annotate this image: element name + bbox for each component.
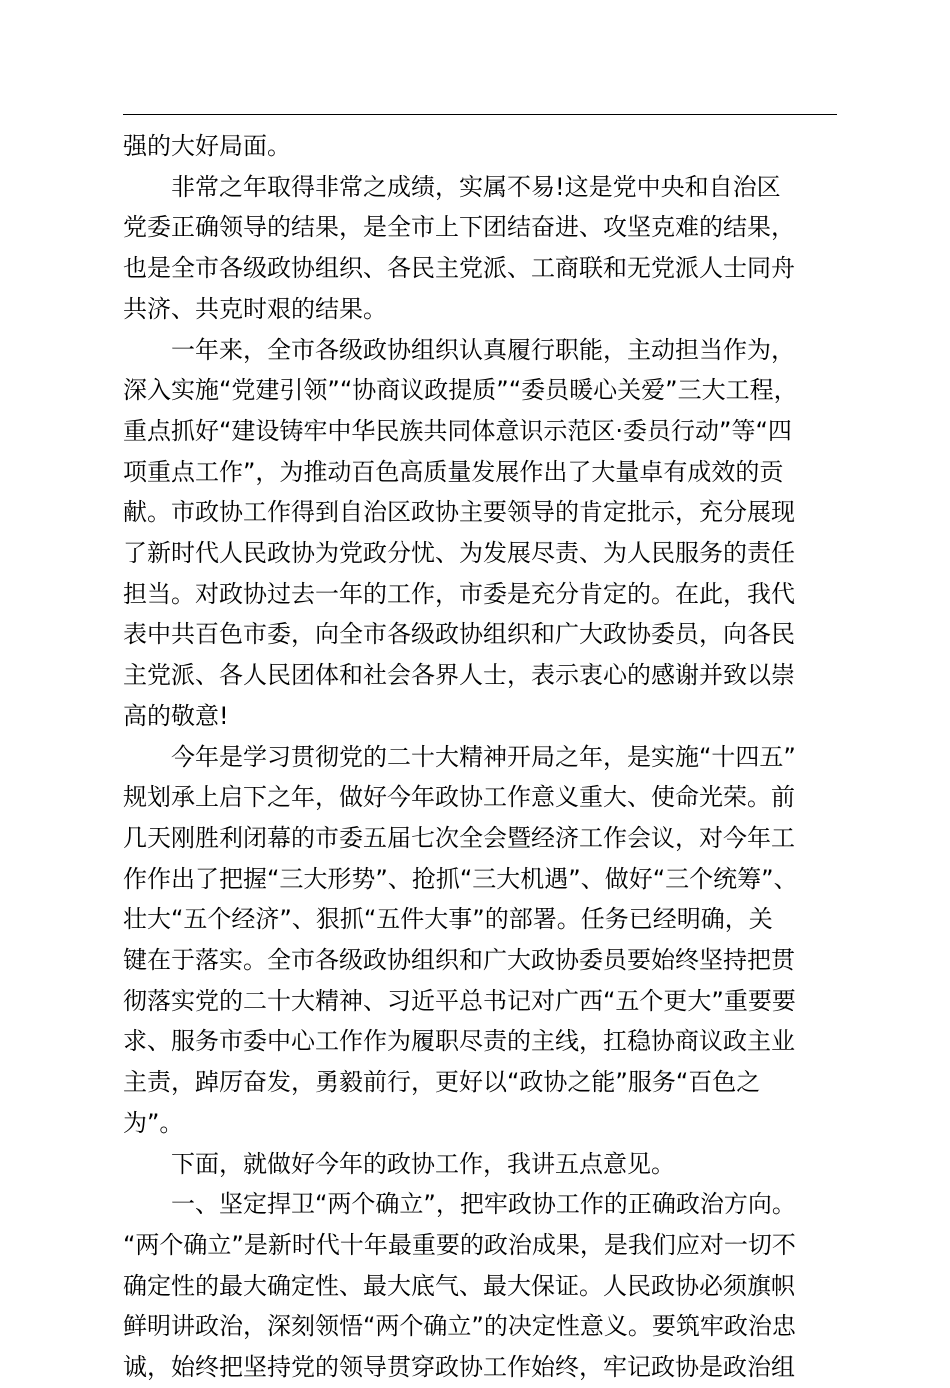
text-line: 主党派、各人民团体和社会各界人士，表示衷心的感谢并致以崇 — [123, 661, 795, 690]
text-line: 求、服务市委中心工作作为履职尽责的主线，扛稳协商议政主业 — [123, 1027, 795, 1056]
text-line: 深入实施“党建引领”“协商议政提质”“委员暖心关爱”三大工程， — [123, 376, 798, 405]
text-line: 彻落实党的二十大精神、习近平总书记对广西“五个更大”重要要 — [123, 986, 796, 1015]
text-line: 高的敬意! — [123, 701, 229, 730]
document-body — [123, 126, 837, 1388]
text-line: 几天刚胜利闭幕的市委五届七次全会暨经济工作会议，对今年工 — [123, 823, 795, 852]
text-line: 担当。对政协过去一年的工作，市委是充分肯定的。在此，我代 — [123, 579, 795, 608]
text-line: 诚，始终把坚持党的领导贯穿政协工作始终，牢记政协是政治组 — [123, 1353, 795, 1382]
text-line: 党委正确领导的结果，是全市上下团结奋进、攻坚克难的结果， — [123, 213, 795, 242]
text-line: 规划承上启下之年，做好今年政协工作意义重大、使命光荣。前 — [123, 783, 795, 812]
text-line: 今年是学习贯彻党的二十大精神开局之年，是实施“十四五” — [123, 742, 796, 771]
text-line: 壮大“五个经济”、狠抓“五件大事”的部署。任务已经明确，关 — [123, 905, 773, 934]
text-line: 了新时代人民政协为党政分忧、为发展尽责、为人民服务的责任 — [123, 539, 795, 568]
text-line: 为”。 — [123, 1108, 184, 1137]
text-line: 下面，就做好今年的政协工作，我讲五点意见。 — [123, 1149, 675, 1178]
text-line: 也是全市各级政协组织、各民主党派、工商联和无党派人士同舟 — [123, 254, 795, 283]
text-line: 主责，踔厉奋发，勇毅前行，更好以“政协之能”服务“百色之 — [123, 1068, 761, 1097]
text-line: 强的大好局面。 — [123, 132, 291, 160]
text-line: 键在于落实。全市各级政协组织和广大政协委员要始终坚持把贯 — [123, 946, 795, 975]
text-line: 一、坚定捍卫“两个确立”，把牢政协工作的正确政治方向。 — [123, 1190, 796, 1219]
text-line: 重点抓好“建设铸牢中华民族共同体意识示范区·委员行动”等“四 — [123, 416, 792, 445]
text-line: 表中共百色市委，向全市各级政协组织和广大政协委员，向各民 — [123, 620, 795, 649]
text-line: 鲜明讲政治，深刻领悟“两个确立”的决定性意义。要筑牢政治忠 — [123, 1312, 796, 1341]
text-line: 项重点工作”，为推动百色高质量发展作出了大量卓有成效的贡 — [123, 457, 784, 486]
text-line: 一年来，全市各级政协组织认真履行职能，主动担当作为， — [123, 335, 795, 364]
text-line: 确定性的最大确定性、最大底气、最大保证。人民政协必须旗帜 — [123, 1271, 795, 1300]
text-line: “两个确立”是新时代十年最重要的政治成果，是我们应对一切不 — [123, 1230, 796, 1259]
text-line: 献。市政协工作得到自治区政协主要领导的肯定批示，充分展现 — [123, 498, 795, 527]
header-rule — [123, 114, 837, 115]
text-line: 非常之年取得非常之成绩，实属不易!这是党中央和自治区 — [123, 172, 781, 201]
text-line: 共济、共克时艰的结果。 — [123, 294, 387, 323]
text-line: 作作出了把握“三大形势”、抢抓“三大机遇”、做好“三个统筹”、 — [123, 864, 798, 893]
